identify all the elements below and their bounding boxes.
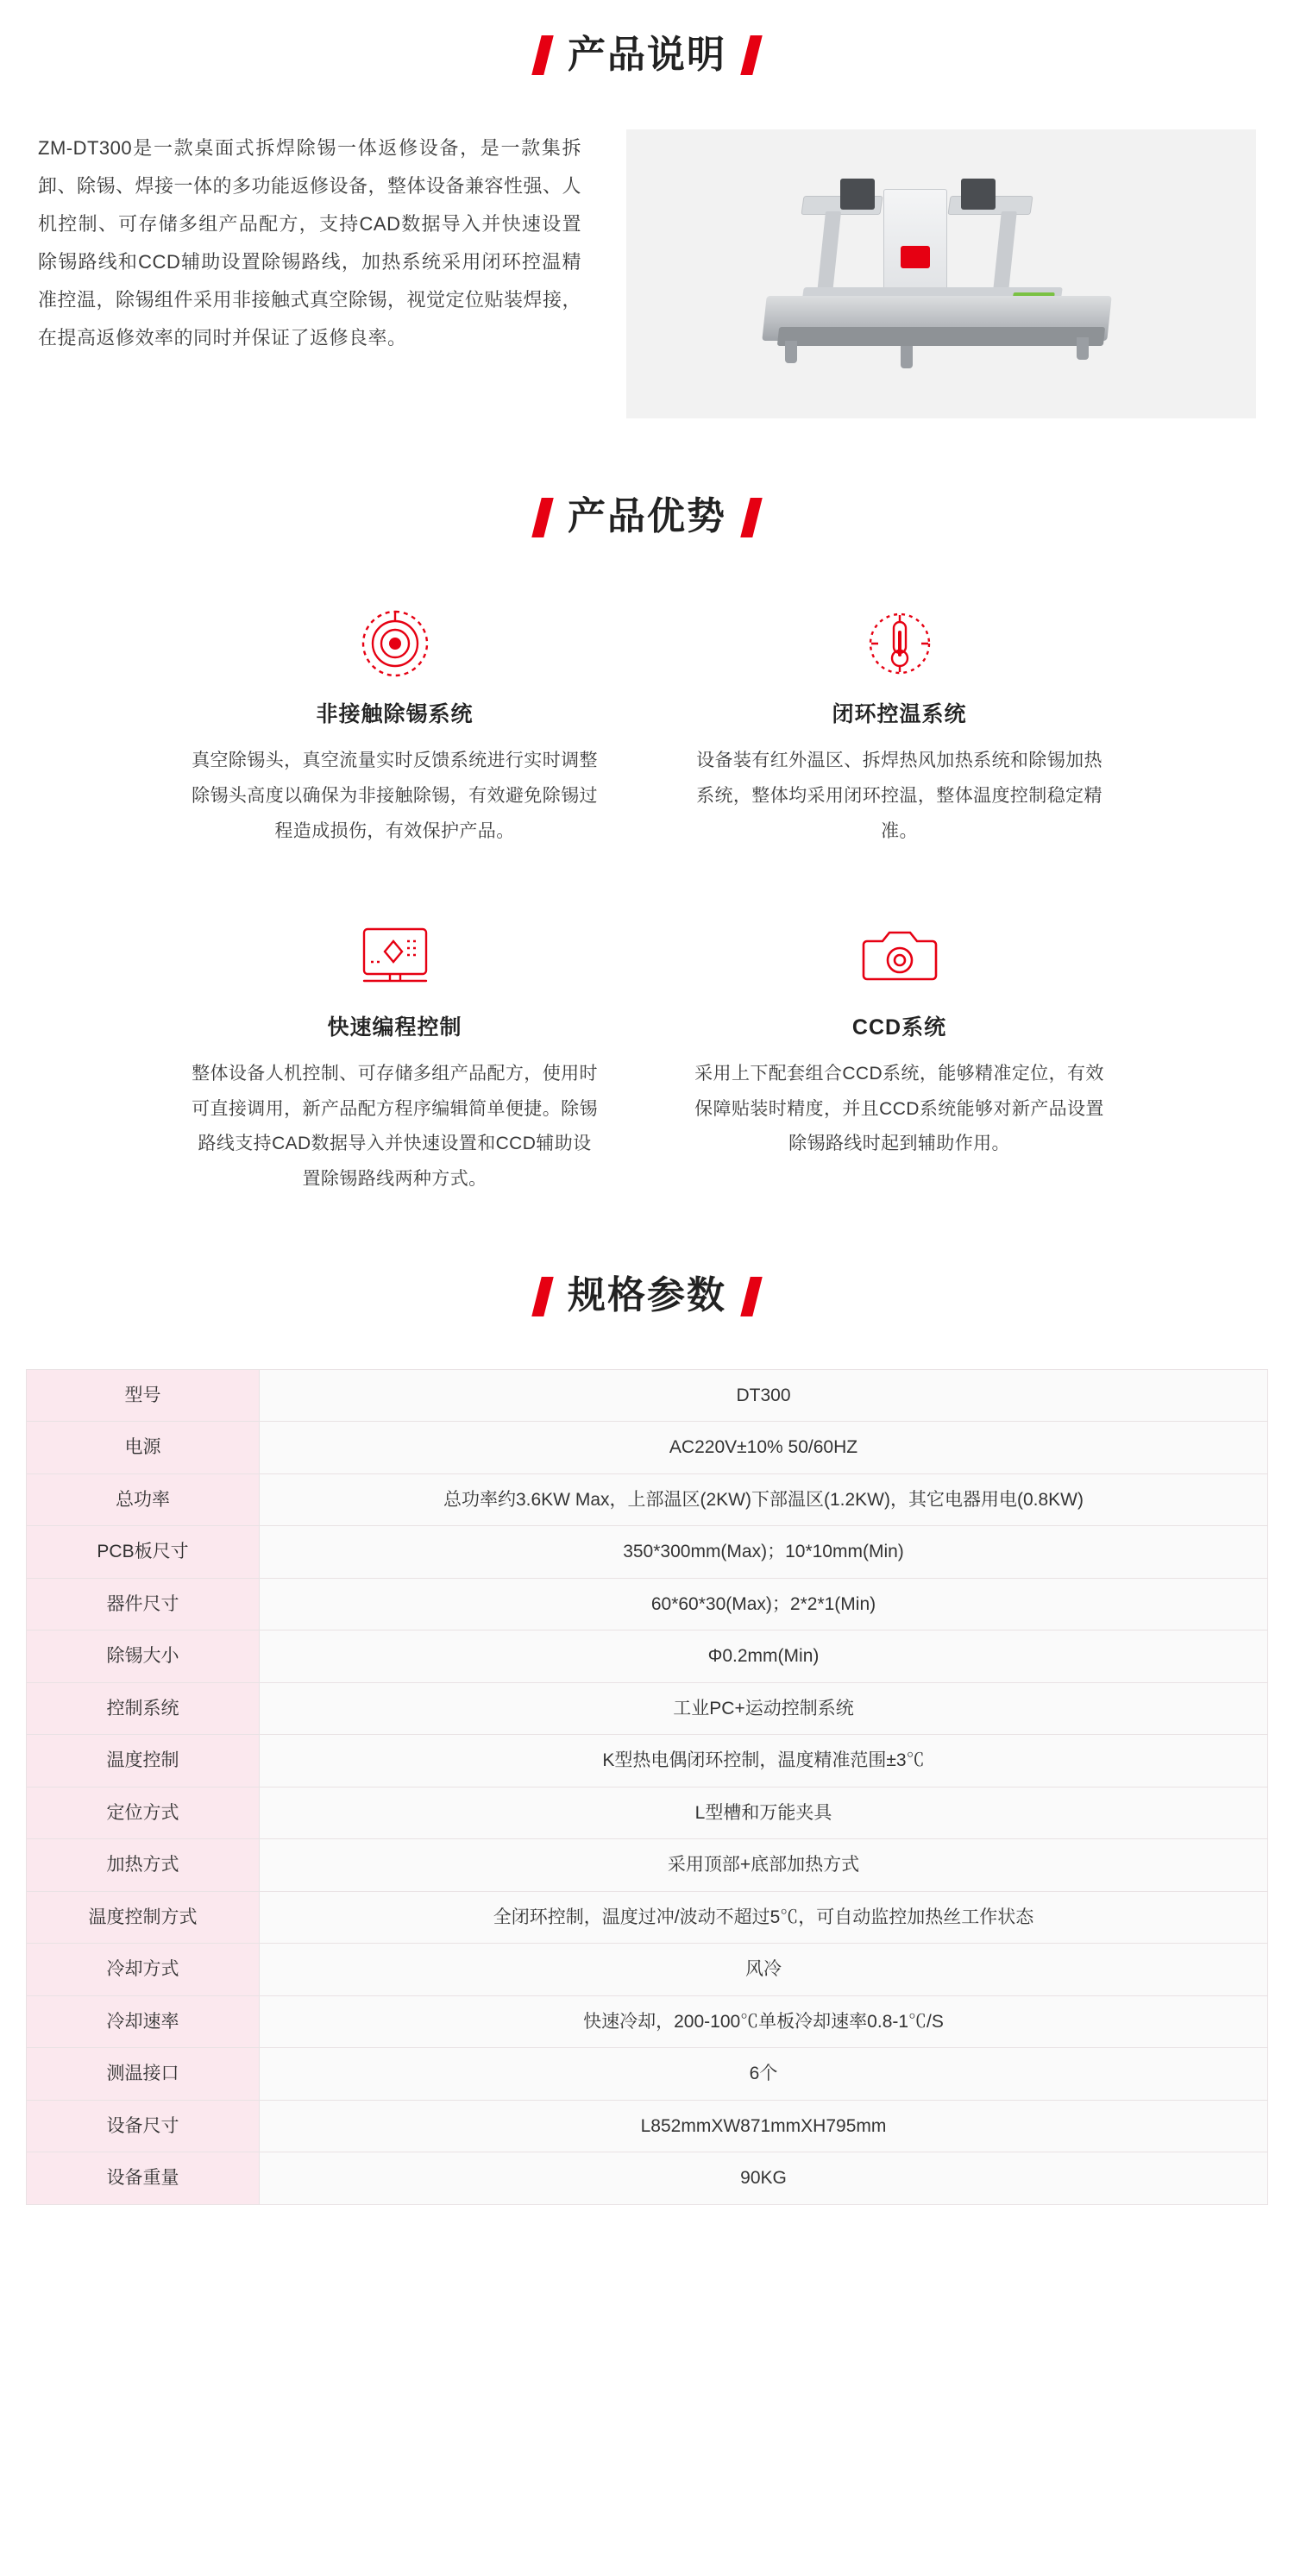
spec-value: 快速冷却，200-100℃单板冷却速率0.8-1℃/S [260,1995,1268,2048]
table-row [27,1682,1268,1735]
spec-value: 90KG [260,2152,1268,2205]
section-title-specs [0,1275,1294,1316]
advantage-item [190,917,600,1198]
spec-key: 测温接口 [27,2048,260,2101]
spec-key: 设备尺寸 [27,2100,260,2152]
spec-key: 型号 [27,1369,260,1422]
slash-accent-left-icon [531,498,553,537]
product-intro-text: ZM-DT300是一款桌面式拆焊除锡一体返修设备，是一款集拆卸、除锡、焊接一体的多功能返修设备，整体设备兼容性强、人机控制、可存储多组产品配方，支持CAD数据导入并快速设置除锡路线和CCD辅助设置除锡路线，加热系统采用闭环控温精准控温，除锡组件采用非接触式真空除锡，视觉定位贴装焊接，在提高返修效率的同时并保证了返修良率。 [38,137,582,349]
spec-value: 全闭环控制，温度过冲/波动不超过5℃，可自动监控加热丝工作状态 [260,1891,1268,1944]
section-title-advantages [0,496,1294,537]
spec-value: 350*300mm(Max)；10*10mm(Min) [260,1526,1268,1579]
machine-head-left [840,179,875,210]
table-row [27,1369,1268,1422]
machine-logo-icon [901,246,930,268]
section-title-product-intro [0,35,1294,76]
machine-illustration-icon [738,166,1144,382]
spec-key: 设备重量 [27,2152,260,2205]
specs-table-body [27,1369,1268,2204]
advantage-title: CCD系统 [851,1015,947,1040]
spec-key: 控制系统 [27,1682,260,1735]
advantage-desc: 真空除锡头，真空流量实时反馈系统进行实时调整除锡头高度以确保为非接触除锡，有效避免除锡过程造成损伤，有效保护产品。 [192,750,598,841]
table-row [27,1735,1268,1787]
advantage-desc: 设备装有红外温区、拆焊热风加热系统和除锡加热系统，整体均采用闭环控温，整体温度控制稳定精准。 [696,750,1102,841]
advantage-item [190,604,600,850]
slash-accent-right-icon [740,1277,762,1316]
spec-key: PCB板尺寸 [27,1526,260,1579]
table-row [27,2152,1268,2205]
advantage-desc: 采用上下配套组合CCD系统，能够精准定位，有效保障贴装时精度，并且CCD系统能够对新产品设置除锡路线时起到辅助作用。 [694,1063,1104,1154]
spec-key: 除锡大小 [27,1630,260,1683]
spec-value: AC220V±10% 50/60HZ [260,1422,1268,1474]
spec-value: L型槽和万能夹具 [260,1787,1268,1839]
page-title-product-intro: 产品说明 [568,34,726,76]
machine-post-left [817,211,841,294]
spec-key: 电源 [27,1422,260,1474]
advantage-title: 快速编程控制 [327,1015,462,1040]
machine-head-right [961,179,996,210]
spec-value: 采用顶部+底部加热方式 [260,1839,1268,1892]
table-row [27,1839,1268,1892]
advantage-title: 非接触除锡系统 [316,701,474,726]
page-title-advantages: 产品优势 [568,495,726,538]
thermometer-icon [694,604,1104,683]
advantage-desc: 整体设备人机控制、可存储多组产品配方，使用时可直接调用，新产品配方程序编辑简单便捷。除锡路线支持CAD数据导入并快速设置和CCD辅助设置除锡路线两种方式。 [192,1063,598,1190]
machine-base-shadow [777,327,1105,346]
monitor-programming-icon [190,917,600,996]
advantage-title: 闭环控温系统 [832,701,967,726]
spec-key: 冷却速率 [27,1995,260,2048]
spec-value: 总功率约3.6KW Max，上部温区(2KW)下部温区(1.2KW)，其它电器用电(0.8KW) [260,1473,1268,1526]
spec-value: 风冷 [260,1944,1268,1996]
table-row [27,1891,1268,1944]
vacuum-desolder-icon [190,604,600,683]
product-intro-block [0,129,1294,418]
mid-spacer-1 [0,418,1294,496]
camera-icon [694,917,1104,996]
slash-accent-right-icon [740,35,762,75]
page-title-specs: 规格参数 [568,1274,726,1317]
slash-accent-right-icon [740,498,762,537]
spec-key: 冷却方式 [27,1944,260,1996]
top-spacer [0,0,1294,35]
slash-accent-left-icon [531,1277,553,1316]
product-photo [626,129,1256,418]
table-row [27,1944,1268,1996]
mid-spacer-2 [0,1197,1294,1275]
spec-value: 6个 [260,2048,1268,2101]
table-row [27,2048,1268,2101]
machine-foot [785,341,797,363]
spec-key: 加热方式 [27,1839,260,1892]
table-row [27,1995,1268,2048]
machine-foot [901,346,913,368]
spec-key: 温度控制方式 [27,1891,260,1944]
table-row [27,1422,1268,1474]
specs-table [26,1369,1268,2205]
advantage-item [694,604,1104,850]
table-row [27,1578,1268,1630]
spec-key: 定位方式 [27,1787,260,1839]
spec-key: 器件尺寸 [27,1578,260,1630]
machine-post-right [993,211,1017,291]
advantages-grid [190,604,1104,1198]
table-row [27,1526,1268,1579]
spec-value: Φ0.2mm(Min) [260,1630,1268,1683]
table-row [27,1630,1268,1683]
bottom-spacer [0,2205,1294,2260]
table-row [27,2100,1268,2152]
table-row [27,1787,1268,1839]
spec-value: K型热电偶闭环控制，温度精准范围±3℃ [260,1735,1268,1787]
machine-foot [1077,337,1089,360]
spec-value: L852mmXW871mmXH795mm [260,2100,1268,2152]
spec-value: DT300 [260,1369,1268,1422]
spec-key: 温度控制 [27,1735,260,1787]
spec-value: 60*60*30(Max)；2*2*1(Min) [260,1578,1268,1630]
spec-key: 总功率 [27,1473,260,1526]
slash-accent-left-icon [531,35,553,75]
table-row [27,1473,1268,1526]
advantage-item [694,917,1104,1198]
spec-value: 工业PC+运动控制系统 [260,1682,1268,1735]
